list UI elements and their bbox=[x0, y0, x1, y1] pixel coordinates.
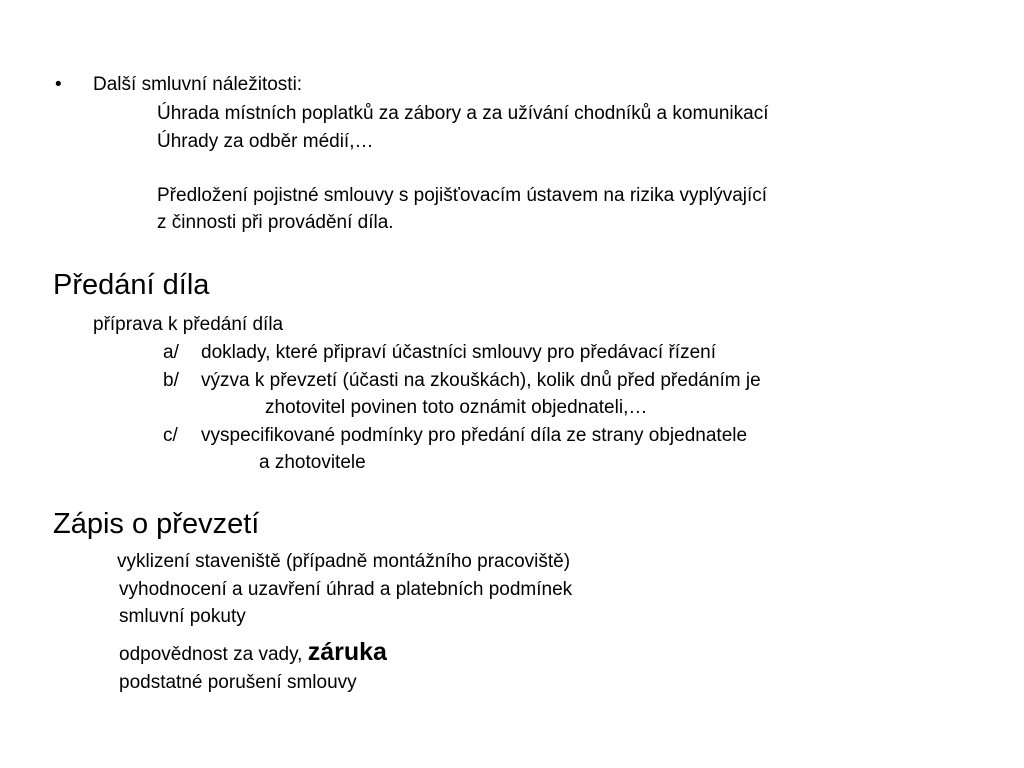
bullet: • bbox=[55, 74, 62, 95]
section3-title: Zápis o převzetí bbox=[53, 508, 260, 540]
item-marker: b/ bbox=[163, 370, 179, 391]
item-text: výzva k převzetí (účasti na zkouškách), kolik dnů před předáním je bbox=[201, 370, 761, 391]
section1-line: z činnosti při provádění díla. bbox=[157, 212, 394, 233]
section3-line: vyhodnocení a uzavření úhrad a platebních podmínek bbox=[119, 579, 573, 600]
item-text: vyspecifikované podmínky pro předání díla ze strany objednatele bbox=[201, 425, 748, 446]
item-continuation: a zhotovitele bbox=[259, 452, 366, 473]
liability-line bbox=[119, 640, 387, 665]
liability-emphasis: záruka bbox=[307, 638, 387, 666]
section3-line: podstatné porušení smlouvy bbox=[119, 672, 357, 693]
item-marker: c/ bbox=[163, 425, 178, 446]
section1-heading: Další smluvní náležitosti: bbox=[93, 74, 303, 95]
section1-line: Úhrada místních poplatků za zábory a za užívání chodníků a komunikací bbox=[157, 103, 769, 124]
item-continuation: zhotovitel povinen toto oznámit objednateli,… bbox=[265, 397, 648, 418]
section1-line: Úhrady za odběr médií,… bbox=[157, 131, 374, 152]
item-text: doklady, které připraví účastníci smlouvy pro předávací řízení bbox=[201, 342, 716, 363]
section2-title: Předání díla bbox=[53, 269, 210, 301]
section1-line: Předložení pojistné smlouvy s pojišťovacím ústavem na rizika vyplývající bbox=[157, 185, 768, 206]
section3-line: vyklizení staveniště (případně montážního pracoviště) bbox=[117, 551, 571, 572]
item-marker: a/ bbox=[163, 342, 179, 363]
section2-intro: příprava k předání díla bbox=[93, 314, 284, 335]
section3-line: smluvní pokuty bbox=[119, 606, 246, 627]
liability-prefix: odpovědnost za vady, bbox=[119, 644, 308, 665]
